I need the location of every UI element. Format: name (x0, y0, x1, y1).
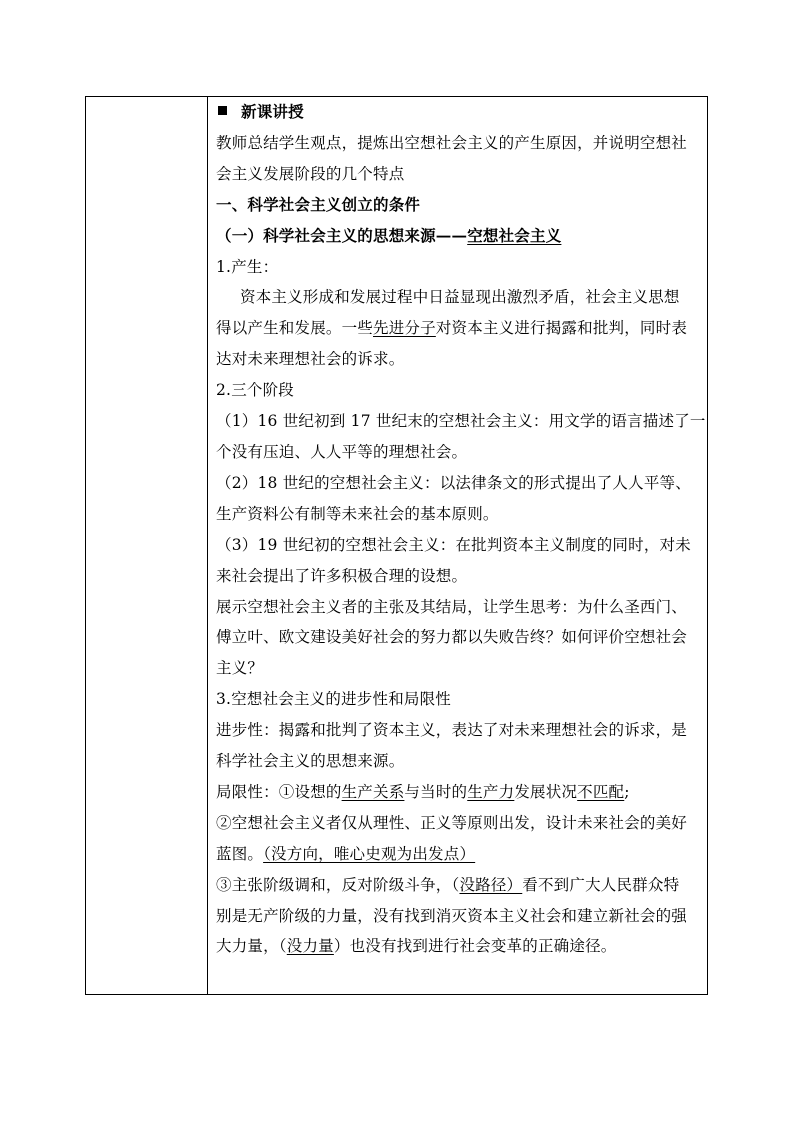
progress-line-2: 科学社会主义的思想来源。 (216, 752, 405, 771)
black-square-bullet-icon (218, 106, 227, 115)
discussion-line-2: 傅立叶、欧文建设美好社会的努力都以失败告终？如何评价空想社会 (216, 628, 688, 647)
limitation-3-underlined-1: 没路径） (459, 875, 523, 894)
limitation-2-line-2 (216, 839, 701, 870)
limitation-1-underlined-2: 生产力 (467, 782, 515, 801)
stage-3-line-1: （3）19 世纪初的空想社会主义：在批判资本主义制度的同时，对未 (216, 535, 691, 554)
subsection-title-underlined: 空想社会主义 (467, 225, 562, 245)
section-heading: 新课讲授 (241, 103, 304, 121)
limitation-1-underlined-3: 不匹配 (577, 782, 625, 801)
left-empty-cell (86, 97, 208, 994)
stage-3-line-2: 来社会提出了许多积极合理的设想。 (216, 566, 468, 585)
origin-line-2-post: 对资本主义进行揭露和批判，同时表 (435, 319, 688, 338)
limitation-1 (216, 777, 701, 808)
limitation-3-line-1 (216, 870, 701, 901)
limitation-1-mid-2: 发展状况 (514, 782, 578, 801)
limitation-2-line-1: ②空想社会主义者仅从理性、正义等原则出发，设计未来社会的美好 (216, 813, 688, 832)
discussion-line-1: 展示空想社会主义者的主张及其结局，让学生思考：为什么圣西门、 (216, 597, 688, 616)
discussion-line-3: 主义？ (216, 659, 264, 678)
limitation-2-pre: 蓝图。 (216, 844, 264, 863)
subsection-title (216, 221, 701, 252)
stage-2-line-1: （2）18 世纪的空想社会主义：以法律条文的形式提出了人人平等、 (216, 473, 691, 492)
limitation-1-mid: 与当时的 (404, 782, 468, 801)
content-cell (209, 97, 707, 994)
section-title: 一、科学社会主义创立的条件 (216, 194, 421, 214)
origin-line-2 (216, 313, 701, 344)
limitation-3-underlined-2: 没力量 (286, 937, 334, 956)
limitation-3-post: 看不到广大人民群众特 (522, 875, 680, 894)
stage-1-line-1: （1）16 世纪初到 17 世纪末的空想社会主义：用文学的语言描述了一 (216, 412, 706, 431)
limitation-3-line-3 (216, 931, 701, 962)
origin-line-2-underlined: 先进分子 (373, 319, 436, 338)
point-2-title: 2.三个阶段 (216, 381, 294, 400)
heading-line (216, 97, 701, 128)
limitation-3-pre: ③主张阶级调和，反对阶级斗争，（ (216, 875, 460, 894)
point-3-title: 3.空想社会主义的进步性和局限性 (216, 690, 451, 709)
point-1-title: 1.产生： (216, 257, 279, 276)
limitation-3-line-3-post: ）也没有找到进行社会变革的正确途径。 (333, 937, 617, 956)
subsection-title-text: （一）科学社会主义的思想来源—— (216, 225, 468, 245)
limitation-1-pre: 局限性：①设想的 (216, 782, 342, 801)
limitation-3-line-3-pre: 大力量，（ (216, 937, 287, 956)
limitation-1-post: ; (624, 782, 630, 801)
progress-line-1: 进步性：揭露和批判了资本主义，表达了对未来理想社会的诉求，是 (216, 721, 688, 740)
intro-line-1: 教师总结学生观点，提炼出空想社会主义的产生原因，并说明空想社 (216, 133, 688, 152)
stage-1-line-2: 个没有压迫、人人平等的理想社会。 (216, 442, 468, 461)
stage-2-line-2: 生产资料公有制等未来社会的基本原则。 (216, 504, 499, 523)
origin-line-1: 资本主义形成和发展过程中日益显现出激烈矛盾，社会主义思想 (240, 288, 680, 307)
lesson-table (85, 96, 708, 995)
origin-line-3: 达对未来理想社会的诉求。 (216, 350, 405, 369)
intro-line-2: 会主义发展阶段的几个特点 (216, 164, 405, 183)
limitation-3-line-2: 别是无产阶级的力量，没有找到消灭资本主义社会和建立新社会的强 (216, 906, 688, 925)
limitation-1-underlined-1: 生产关系 (341, 782, 405, 801)
origin-line-2-pre: 得以产生和发展。一些 (216, 319, 374, 338)
limitation-2-underlined: （没方向，唯心史观为出发点） (263, 844, 476, 863)
